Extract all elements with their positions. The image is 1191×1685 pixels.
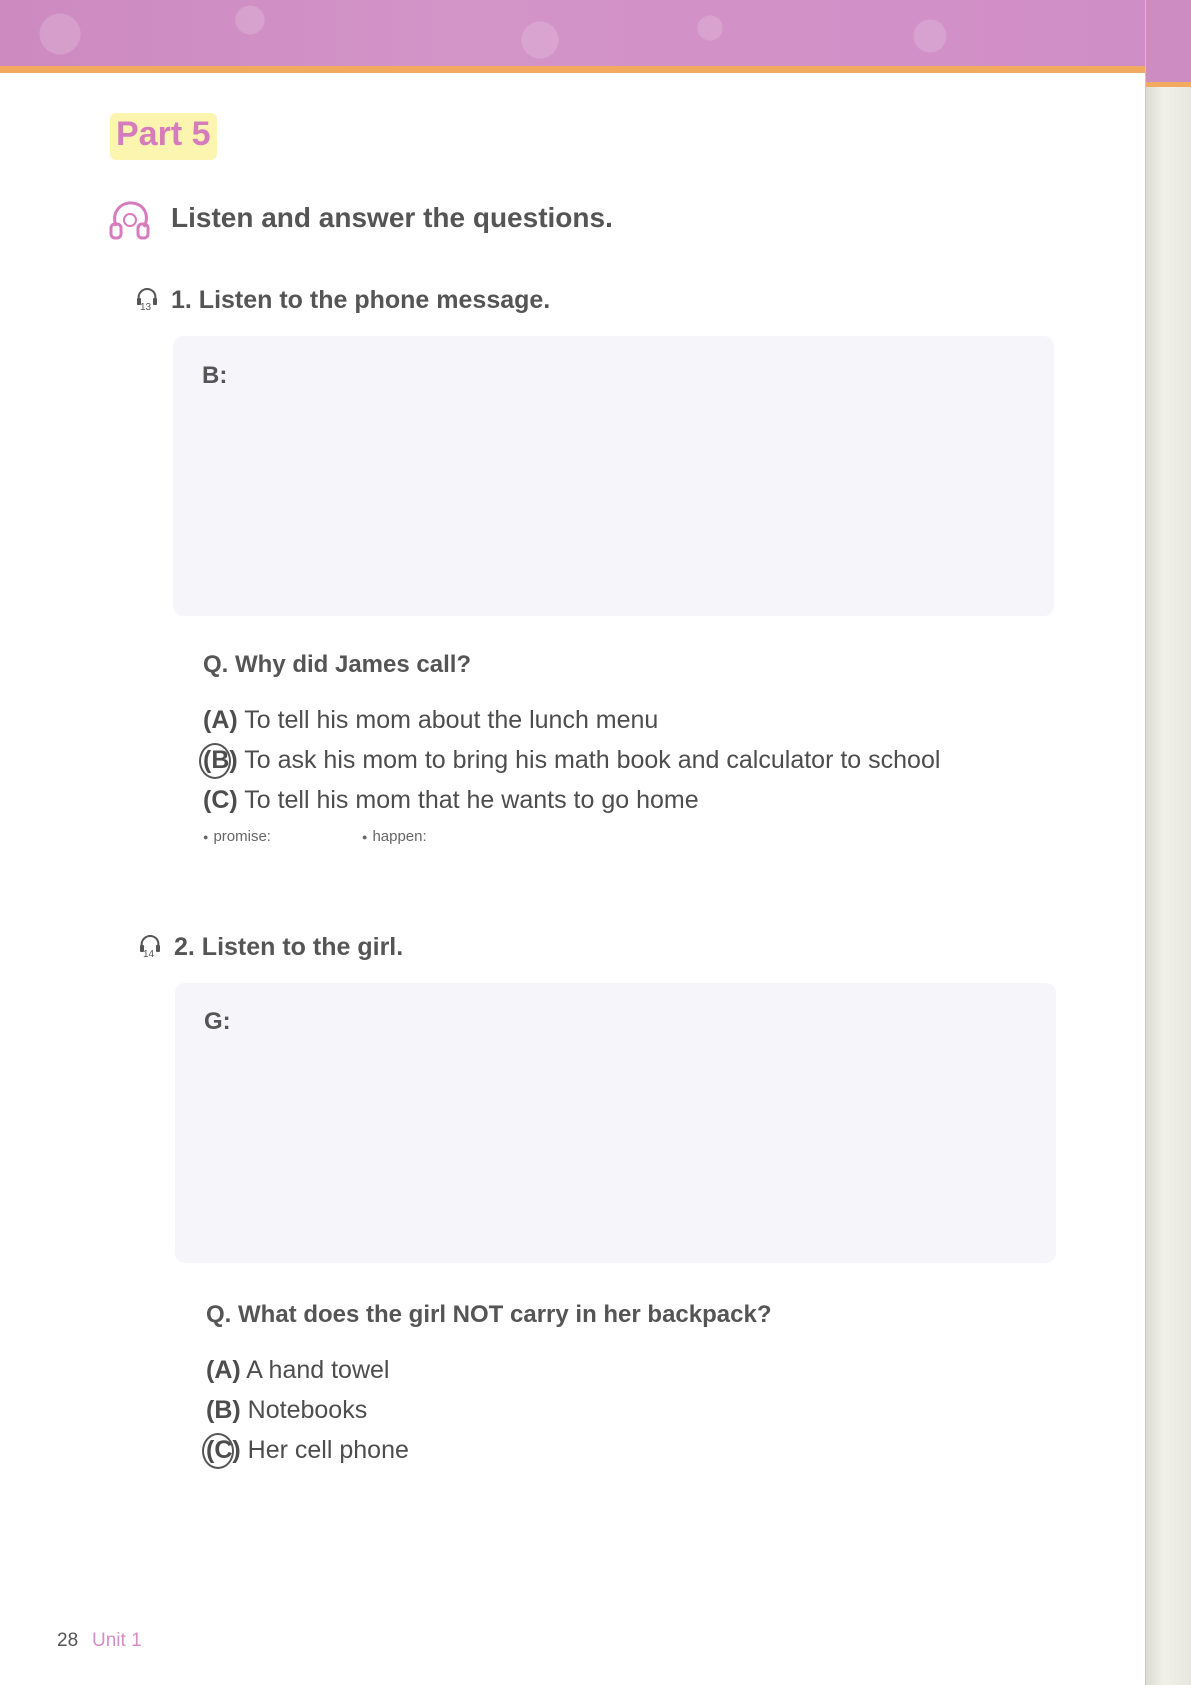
script-box [173, 336, 1054, 616]
option-text: To tell his mom about the lunch menu [244, 706, 659, 734]
speaker-label: B: [202, 362, 228, 389]
answer-option-selected[interactable] [206, 1436, 409, 1465]
page-number: 28 [57, 1630, 79, 1651]
option-text: A hand towel [246, 1356, 390, 1384]
option-text: Her cell phone [247, 1436, 409, 1464]
answer-option[interactable] [206, 1396, 367, 1425]
headphones-icon [107, 198, 153, 244]
option-text: To tell his mom that he wants to go home [244, 786, 699, 814]
vocab-note [362, 828, 427, 845]
option-letter: (C) [203, 786, 238, 814]
track-number: 14 [143, 949, 155, 960]
question-heading: 2. Listen to the girl. [174, 933, 404, 961]
vocab-note [203, 828, 271, 845]
page-edge [1145, 0, 1191, 1685]
answer-option[interactable] [203, 786, 699, 815]
header-pattern [0, 0, 1146, 66]
unit-label: Unit 1 [92, 1630, 142, 1651]
vocab-word: promise: [213, 828, 271, 845]
bullet-icon: ● [203, 832, 209, 843]
instruction-text: Listen and answer the questions. [171, 202, 613, 233]
answer-option-selected[interactable] [203, 746, 940, 775]
question-heading: 1. Listen to the phone message. [171, 286, 551, 314]
question-prompt: Q. Why did James call? [203, 651, 472, 678]
option-letter-circled: (C) [206, 1436, 241, 1464]
option-text: To ask his mom to bring his math book and calculator to school [244, 746, 941, 774]
option-letter-circled: (B) [203, 746, 238, 774]
page-edge-tab [1146, 0, 1191, 87]
option-letter: (A) [203, 706, 238, 734]
option-letter: (A) [206, 1356, 241, 1384]
audio-track-icon[interactable] [136, 288, 160, 314]
question-prompt: Q. What does the girl NOT carry in her backpack? [206, 1301, 772, 1328]
option-text: Notebooks [247, 1396, 368, 1424]
header-accent-line [0, 66, 1146, 73]
option-letter: (B) [206, 1396, 241, 1424]
speaker-label: G: [204, 1008, 231, 1035]
vocab-word: happen: [372, 828, 427, 845]
answer-option[interactable] [206, 1356, 389, 1385]
answer-option[interactable] [203, 706, 658, 735]
header-band [0, 0, 1146, 66]
script-box [175, 983, 1056, 1263]
part-title: Part 5 [110, 113, 217, 160]
bullet-icon: ● [362, 832, 368, 843]
audio-track-icon[interactable] [139, 935, 163, 961]
track-number: 13 [140, 302, 152, 313]
